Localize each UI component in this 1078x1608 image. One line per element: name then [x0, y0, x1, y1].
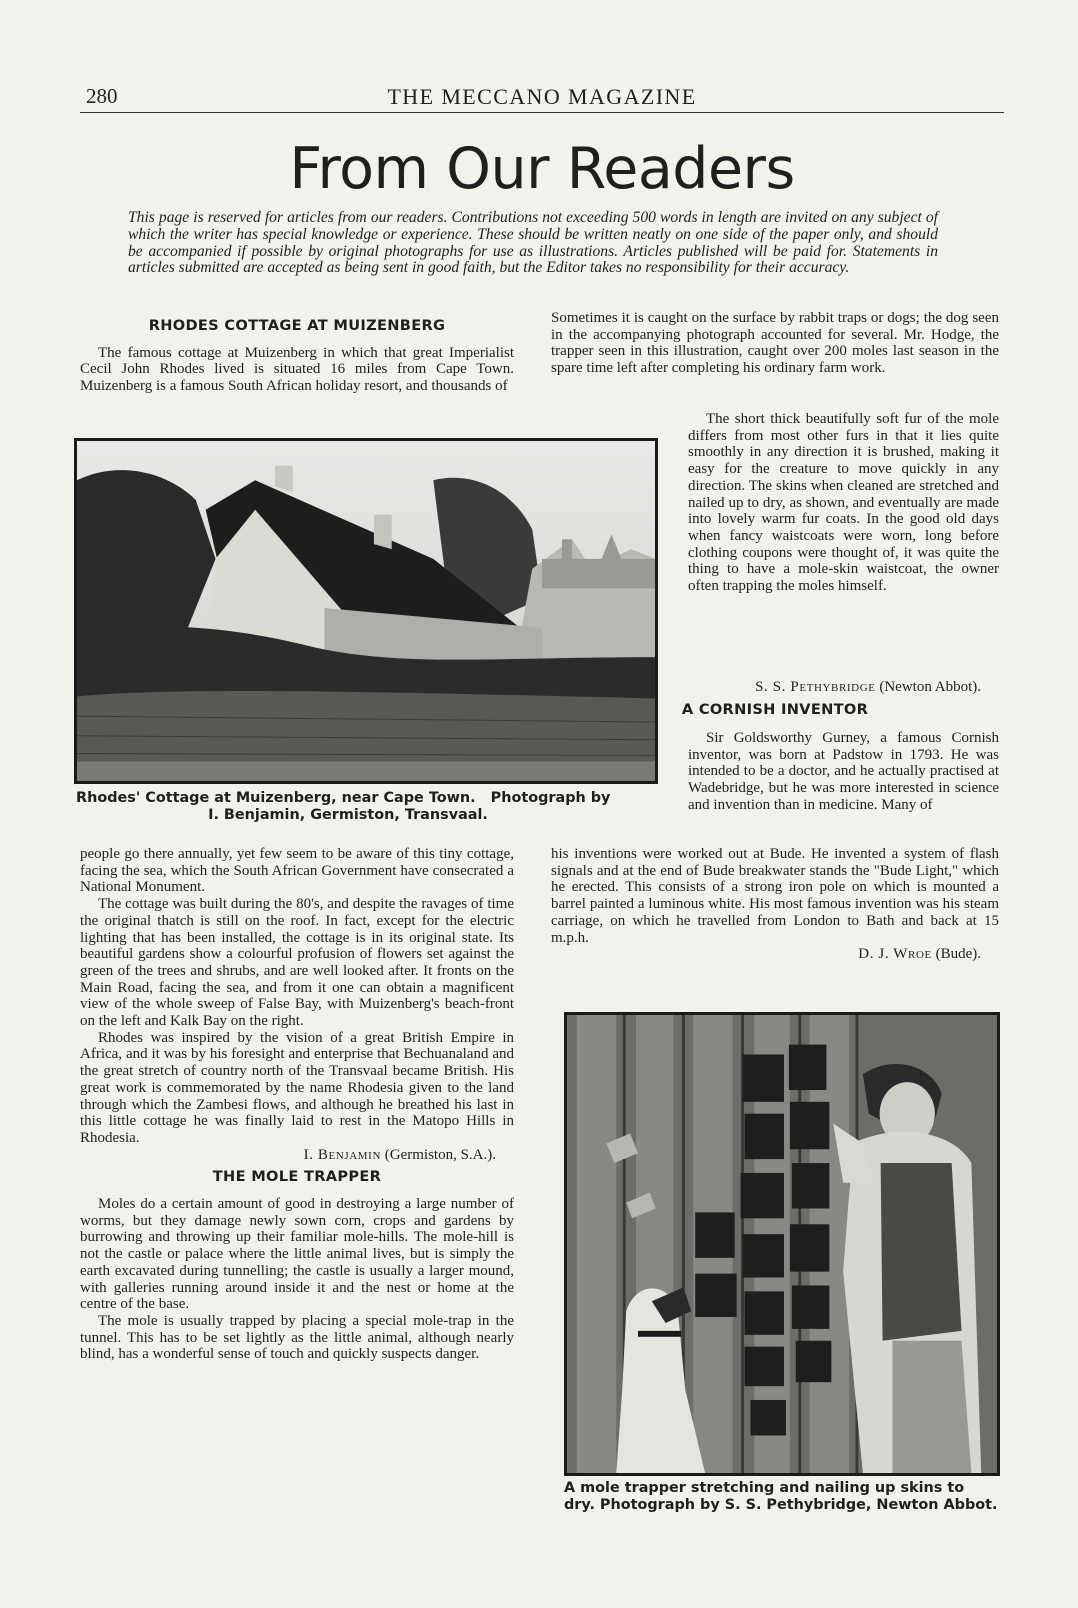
page-title: From Our Readers: [289, 136, 795, 202]
rhodes-signature: [80, 1147, 514, 1164]
mole-place: (Newton Abbot).: [879, 679, 981, 695]
mole-trapper-image: [567, 1015, 997, 1473]
rhodes-photo-caption: [76, 790, 660, 824]
rhodes-author: I. Benjamin: [303, 1146, 381, 1163]
rhodes-heading: RHODES COTTAGE AT MUIZENBERG: [148, 317, 446, 334]
intro-notice: This page is reserved for articles from our readers. Contributions not exceeding 500 words in length are invited on any subject of which the writer has special knowledge or experience. These should be written neatly on one side of the paper only, and should be accompanied if possible by original photographs for use as illustrations. Articles published will be paid for. Statements in articles submitted are accepted as being sent in good faith, but the Editor takes no responsibility for their accuracy.: [128, 209, 938, 277]
running-head: [80, 82, 1004, 113]
rhodes-paragraph-3: Rhodes was inspired by the vision of a great British Empire in Africa, and it was by his foresight and enterprise that Bechuanaland and the great stretch of country north of the Transvaal became British. His great work is commemorated by the name Rhodesia given to the land through which the Zambesi flows, and although he breathed his last in this little cottage he was finally laid to rest in the Matopo Hills in Rhodesia.: [80, 1029, 514, 1146]
cornish-paragraph-1b: his inventions were worked out at Bude. He invented a system of flash signals and at the end of Bude breakwater stands the "Bude Light," which he erected. This consists of a strong iron pole on which is mounted a barrel painted a luminous white. His most famous invention was his steam carriage, on which he travelled from London to Bath and back at 15 m.p.h.: [551, 846, 999, 946]
rhodes-paragraph-1: The famous cottage at Muizenberg in which that great Imperialist Cecil John Rhodes lived is situated 16 miles from Cape Town. Muizenberg is a famous South African holiday resort, and thousands of: [80, 344, 514, 395]
rhodes-paragraph-1b: people go there annually, yet few seem to be aware of this tiny cottage, facing the sea, which the South African Government have consecrated a National Monument.: [80, 846, 514, 896]
cornish-heading: A CORNISH INVENTOR: [681, 700, 869, 718]
rhodes-caption-line-2: I. Benjamin, Germiston, Transvaal.: [208, 807, 488, 823]
mole-heading: THE MOLE TRAPPER: [212, 1168, 382, 1186]
cornish-signature: [551, 946, 999, 963]
rhodes-paragraph-2: The cottage was built during the 80's, and despite the ravages of time the original thatch is still on the roof. In fact, except for the electric lighting that has been installed, the cottage is in its original state. Its beautiful gardens show a colourful profusion of flowers set against the green of the trees and shrubs, and are well looked after. It fronts on the Main Road, facing the sea, and from it one can obtain a magnificent view of the whole sweep of False Bay, with Muizenberg's beach-front on the left and Kalk Bay on the right.: [80, 896, 514, 1030]
cornish-article-continued: [551, 846, 999, 963]
rhodes-article-lower: [80, 846, 514, 1363]
cornish-author: D. J. Wroe: [858, 946, 932, 963]
mole-article-fur: [688, 411, 999, 595]
rhodes-cottage-photo: [74, 438, 658, 784]
page-number: 280: [86, 84, 118, 108]
rhodes-article-top: [80, 318, 514, 395]
rhodes-place: (Germiston, S.A.).: [384, 1146, 496, 1163]
mole-paragraph-1: Moles do a certain amount of good in destroying a large number of worms, but they damage newly sown corn, crops and gardens by burrowing and throwing up their familiar mole-hills. The mole-hill is not the castle or palace where the little animal lives, but is simply the earth excavated during tunnelling; the castle is usually a larger mound, with galleries running around inside it and the nest or home at the centre of the base.: [80, 1196, 514, 1313]
mole-paragraph-3: The short thick beautifully soft fur of the mole differs from most other furs in that it lies quite smoothly in any direction it is brushed, making it easy for the creature to move quickly in any direction. The skins when cleaned are stretched and nailed up to dry, as shown, and eventually are made into lovely warm fur coats. In the good old days when fancy waistcoats were worn, long before clothing coupons were thought of, it was quite the thing to have a mole-skin waistcoat, the owner often trapping the moles himself.: [688, 411, 999, 595]
cornish-paragraph-1: Sir Goldsworthy Gurney, a famous Cornish inventor, was born at Padstow in 1793. He was intended to be a doctor, and he actually practised at Wadebridge, but he was more interested in science and invention than in medicine. Many of: [688, 730, 999, 813]
mole-trapper-photo: [564, 1012, 1000, 1476]
mole-paragraph-2: The mole is usually trapped by placing a special mole-trap in the tunnel. This has to be set lightly as the little animal, although nearly blind, has a wonderful sense of touch and quickly suspects danger.: [80, 1312, 514, 1363]
cornish-place: (Bude).: [935, 946, 981, 963]
mole-paragraph-2b: Sometimes it is caught on the surface by rabbit traps or dogs; the dog seen in the accompanying photograph accounted for several. Mr. Hodge, the trapper seen in this illustration, caught over 200 moles last season in the spare time left after completing his ordinary farm work.: [551, 310, 999, 377]
rhodes-caption-line-1: Rhodes' Cottage at Muizenberg, near Cape Town. Photograph by: [76, 790, 611, 806]
mole-photo-caption: A mole trapper stretching and nailing up skins to dry. Photograph by S. S. Pethybridge, Newton Abbot.: [564, 1480, 998, 1513]
mole-signature: [551, 679, 999, 696]
cottage-image: [77, 441, 655, 781]
magazine-title: THE MECCANO MAGAZINE: [387, 84, 697, 109]
mole-article-continued: [551, 310, 999, 377]
mole-signature-block: [551, 679, 999, 718]
mole-author: S. S. Pethybridge: [755, 679, 876, 695]
cornish-article-top: [688, 730, 999, 814]
